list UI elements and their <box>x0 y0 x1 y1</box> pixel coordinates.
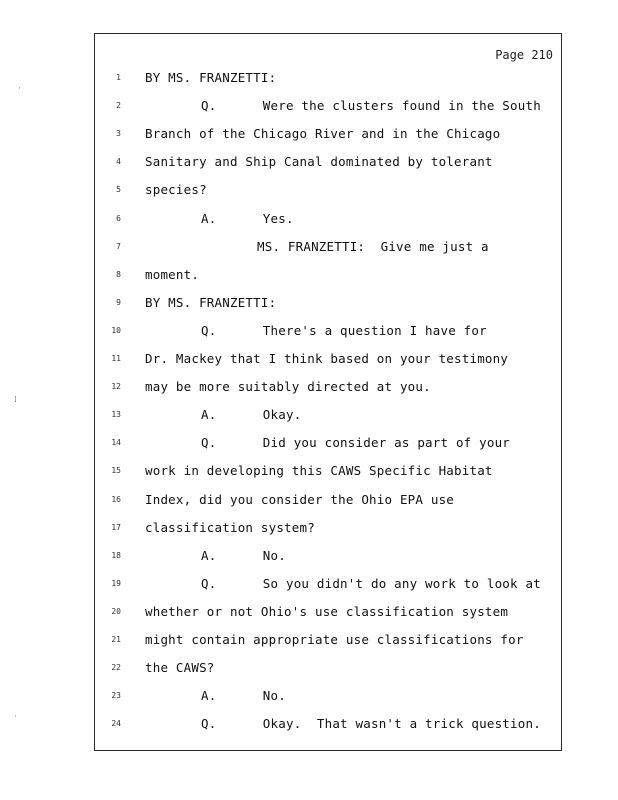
line-number: 8 <box>116 269 121 279</box>
transcript-line: MS. FRANZETTI: Give me just a <box>257 238 489 254</box>
line-number: 15 <box>111 466 121 476</box>
transcript-line: Q. Did you consider as part of your <box>201 435 511 451</box>
transcript-line: might contain appropriate use classifications for <box>145 632 524 647</box>
line-number: 4 <box>116 157 121 167</box>
line-number: 11 <box>111 354 121 363</box>
line-number: 9 <box>116 297 121 307</box>
line-number: 14 <box>111 438 121 448</box>
transcript-line: classification system? <box>145 519 315 535</box>
transcript-line: A. No. <box>201 547 286 563</box>
transcript-line: A. Yes. <box>201 210 294 226</box>
scan-speck: ⁞ <box>14 395 17 405</box>
line-number: 5 <box>116 185 121 195</box>
transcript-line: BY MS. FRANZETTI: <box>145 70 277 85</box>
transcript-line: the CAWS? <box>145 660 215 676</box>
line-number: 19 <box>111 578 121 588</box>
line-number: 10 <box>111 325 121 335</box>
line-number: 20 <box>111 606 121 616</box>
transcript-line: whether or not Ohio's use classification system <box>145 603 509 619</box>
transcript-line: Q. So you didn't do any work to look at <box>201 575 541 591</box>
line-number: 6 <box>116 213 121 223</box>
transcript-line: may be more suitably directed at you. <box>145 379 431 395</box>
transcript-line: Index, did you consider the Ohio EPA use <box>145 491 455 507</box>
transcript-line: A. Okay. <box>201 407 302 423</box>
line-number: 1 <box>116 73 121 82</box>
line-number: 17 <box>111 522 121 532</box>
line-number: 3 <box>116 129 121 139</box>
transcript-line: species? <box>145 182 207 198</box>
transcript-line: moment. <box>145 266 200 282</box>
line-number: 13 <box>111 410 121 420</box>
line-number: 22 <box>111 663 121 673</box>
transcript-line: Q. Okay. That wasn't a trick question. <box>201 716 541 732</box>
line-number: 2 <box>116 101 121 111</box>
transcript-line: Dr. Mackey that I think based on your testimony <box>145 351 509 366</box>
scan-speck: · <box>18 84 21 94</box>
line-number: 12 <box>111 382 121 392</box>
transcript-line: Branch of the Chicago River and in the Chicago <box>145 126 501 142</box>
transcript-line: Q. Were the clusters found in the South <box>201 98 541 114</box>
line-number: 23 <box>111 691 121 701</box>
scan-speck: · <box>14 712 17 722</box>
transcript-page <box>94 33 562 751</box>
transcript-line: Sanitary and Ship Canal dominated by tolerant <box>145 154 493 170</box>
line-number: 18 <box>111 550 121 560</box>
page-number: Page 210 <box>495 48 553 62</box>
transcript-line: Q. There's a question I have for <box>201 322 487 338</box>
line-number: 16 <box>111 494 121 504</box>
transcript-line: BY MS. FRANZETTI: <box>145 294 277 310</box>
line-number: 7 <box>116 241 121 251</box>
transcript-line: work in developing this CAWS Specific Habitat <box>145 463 493 479</box>
line-number: 21 <box>111 635 121 644</box>
line-number: 24 <box>111 719 121 729</box>
transcript-line: A. No. <box>201 688 286 704</box>
